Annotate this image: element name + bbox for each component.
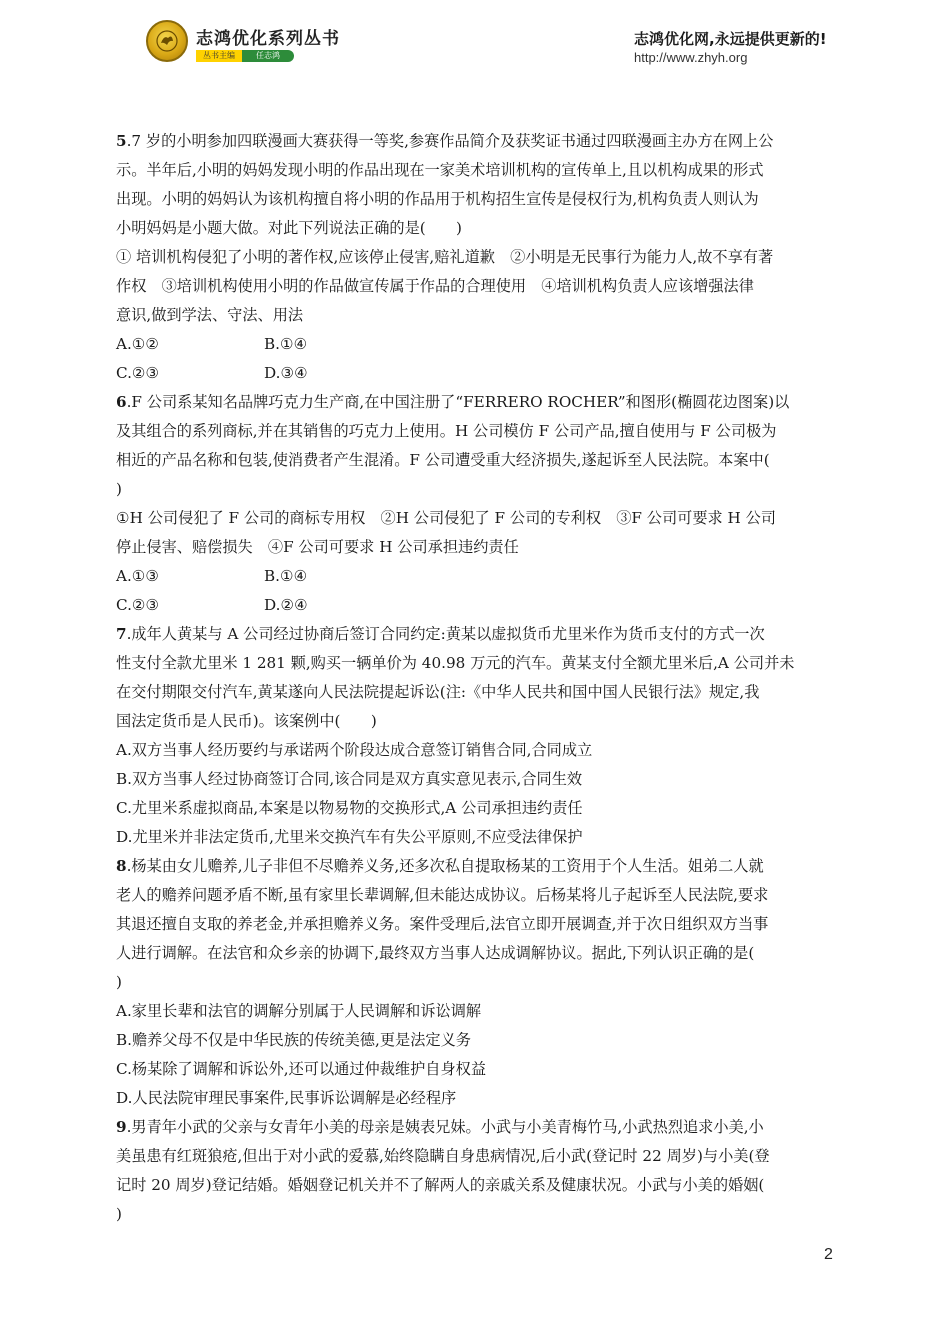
question-text: 性支付全款尤里米 1 281 颗,购买一辆单价为 40.98 万元的汽车。黄某支付全额尤里米后,A 公司并未 — [116, 654, 795, 672]
question-text: C.尤里米系虚拟商品,本案是以物易物的交换形式,A 公司承担违约责任 — [116, 799, 583, 817]
question-line — [116, 156, 834, 185]
question-text: 示。半年后,小明的妈妈发现小明的作品出现在一家美术培训机构的宣传单上,且以机构成果的形式 — [116, 161, 764, 179]
question-line — [116, 620, 834, 649]
question-text: C.杨某除了调解和诉讼外,还可以通过仲裁维护自身权益 — [116, 1060, 487, 1078]
question-5 — [116, 127, 834, 388]
question-line — [116, 388, 834, 417]
question-line — [116, 475, 834, 504]
question-number: 8 — [116, 857, 127, 875]
question-text: ) — [116, 973, 122, 991]
question-text: ) — [116, 1205, 122, 1223]
question-7 — [116, 620, 834, 852]
question-text: 老人的赡养问题矛盾不断,虽有家里长辈调解,但未能达成协议。后杨某将儿子起诉至人民法院,要求 — [116, 886, 769, 904]
question-line — [116, 301, 834, 330]
question-9 — [116, 1113, 834, 1229]
question-text: .F 公司系某知名品牌巧克力生产商,在中国注册了“FERRERO ROCHER”和图形(椭圆花边图案)以 — [126, 393, 790, 411]
question-line — [116, 533, 834, 562]
question-line — [116, 736, 834, 765]
answer-option: C.②③ — [116, 364, 160, 382]
question-line — [116, 446, 834, 475]
question-text: .男青年小武的父亲与女青年小美的母亲是姨表兄妹。小武与小美青梅竹马,小武热烈追求小美,小 — [126, 1118, 764, 1136]
question-text: .7 岁的小明参加四联漫画大赛获得一等奖,参赛作品简介及获奖证书通过四联漫画主办方在网上公 — [126, 132, 774, 150]
question-number: 7 — [116, 625, 127, 643]
question-line — [116, 1171, 834, 1200]
answer-option: B.①④ — [264, 567, 308, 585]
question-line — [116, 678, 834, 707]
question-text: .成年人黄某与 A 公司经过协商后签订合同约定:黄某以虚拟货币尤里米作为货币支付的方式一次 — [126, 625, 765, 643]
question-line — [116, 765, 834, 794]
question-text: 相近的产品名称和包装,使消费者产生混淆。F 公司遭受重大经济损失,遂起诉至人民法院。本案中( — [116, 451, 770, 469]
seal-logo-icon — [146, 20, 188, 62]
question-line — [116, 1026, 834, 1055]
question-text: A.双方当事人经历要约与承诺两个阶段达成合意签订销售合同,合同成立 — [116, 741, 593, 759]
question-text: B.赡养父母不仅是中华民族的传统美德,更是法定义务 — [116, 1031, 471, 1049]
question-text: 国法定货币是人民币)。该案例中( ) — [116, 712, 377, 730]
answer-option: D.②④ — [264, 596, 308, 614]
question-line — [116, 417, 834, 446]
question-line — [116, 939, 834, 968]
question-number: 9 — [116, 1118, 127, 1136]
question-line — [116, 243, 834, 272]
question-text: B.双方当事人经过协商签订合同,该合同是双方真实意见表示,合同生效 — [116, 770, 583, 788]
question-line — [116, 823, 834, 852]
question-line — [116, 504, 834, 533]
question-text: 意识,做到学法、守法、用法 — [116, 306, 304, 324]
site-url: http://www.zhyh.org — [634, 50, 748, 65]
question-text: 在交付期限交付汽车,黄某遂向人民法院提起诉讼(注:《中华人民共和国中国人民银行法》规定,我 — [116, 683, 760, 701]
question-text: ① 培训机构侵犯了小明的著作权,应该停止侵害,赔礼道歉 ②小明是无民事行为能力人,故不享有著 — [116, 248, 774, 266]
answer-option: D.③④ — [264, 364, 308, 382]
question-line — [116, 1200, 834, 1229]
question-8 — [116, 852, 834, 1113]
question-line — [116, 649, 834, 678]
option-row — [116, 330, 834, 359]
question-text: D.尤里米并非法定货币,尤里米交换汽车有失公平原则,不应受法律保护 — [116, 828, 583, 846]
question-line — [116, 1113, 834, 1142]
question-line — [116, 910, 834, 939]
question-text: 作权 ③培训机构使用小明的作品做宣传属于作品的合理使用 ④培训机构负责人应该增强法律 — [116, 277, 754, 295]
option-row — [116, 359, 834, 388]
question-text: D.人民法院审理民事案件,民事诉讼调解是必经程序 — [116, 1089, 457, 1107]
question-text: 小明妈妈是小题大做。对此下列说法正确的是( ) — [116, 219, 462, 237]
option-row — [116, 562, 834, 591]
question-number: 5 — [116, 132, 127, 150]
option-row — [116, 591, 834, 620]
question-text: 停止侵害、赔偿损失 ④F 公司可要求 H 公司承担违约责任 — [116, 538, 519, 556]
question-text: 出现。小明的妈妈认为该机构擅自将小明的作品用于机构招生宣传是侵权行为,机构负责人则认为 — [116, 190, 759, 208]
question-line — [116, 968, 834, 997]
page-header — [0, 0, 950, 90]
page-number: 2 — [824, 1246, 833, 1263]
site-slogan: 志鸿优化网,永远提供更新的! — [634, 30, 827, 48]
question-line — [116, 214, 834, 243]
question-line — [116, 794, 834, 823]
question-text: 人进行调解。在法官和众乡亲的协调下,最终双方当事人达成调解协议。据此,下列认识正确的是( — [116, 944, 755, 962]
question-text: 及其组合的系列商标,并在其销售的巧克力上使用。H 公司模仿 F 公司产品,擅自使用与 F 公司极为 — [116, 422, 777, 440]
answer-option: C.②③ — [116, 596, 160, 614]
question-line — [116, 1142, 834, 1171]
editor-bar — [196, 50, 294, 62]
question-line — [116, 997, 834, 1026]
question-text: ①H 公司侵犯了 F 公司的商标专用权 ②H 公司侵犯了 F 公司的专利权 ③F 公司可要求 H 公司 — [116, 509, 776, 527]
editor-name: 任志鸿 — [242, 50, 294, 62]
question-line — [116, 1055, 834, 1084]
question-line — [116, 881, 834, 910]
question-6 — [116, 388, 834, 620]
answer-option: A.①② — [116, 335, 160, 353]
question-text: .杨某由女儿赡养,儿子非但不尽赡养义务,还多次私自提取杨某的工资用于个人生活。姐弟二人就 — [126, 857, 764, 875]
question-text: 美虽患有红斑狼疮,但出于对小武的爱慕,始终隐瞒自身患病情况,后小武(登记时 22 周岁)与小美(登 — [116, 1147, 770, 1165]
answer-option: A.①③ — [116, 567, 160, 585]
question-line — [116, 707, 834, 736]
question-line — [116, 127, 834, 156]
question-text: 其退还擅自支取的养老金,并承担赡养义务。案件受理后,法官立即开展调查,并于次日组织双方当事 — [116, 915, 769, 933]
question-number: 6 — [116, 393, 127, 411]
question-line — [116, 1084, 834, 1113]
question-text: ) — [116, 480, 122, 498]
editor-label: 丛书主编 — [196, 50, 242, 62]
document-body — [116, 127, 834, 1229]
answer-option: B.①④ — [264, 335, 308, 353]
question-line — [116, 272, 834, 301]
question-line — [116, 185, 834, 214]
question-text: A.家里长辈和法官的调解分别属于人民调解和诉讼调解 — [116, 1002, 482, 1020]
question-line — [116, 852, 834, 881]
brand-title: 志鸿优化系列丛书 — [196, 29, 340, 49]
question-text: 记时 20 周岁)登记结婚。婚姻登记机关并不了解两人的亲戚关系及健康状况。小武与小美的婚姻( — [116, 1176, 765, 1194]
